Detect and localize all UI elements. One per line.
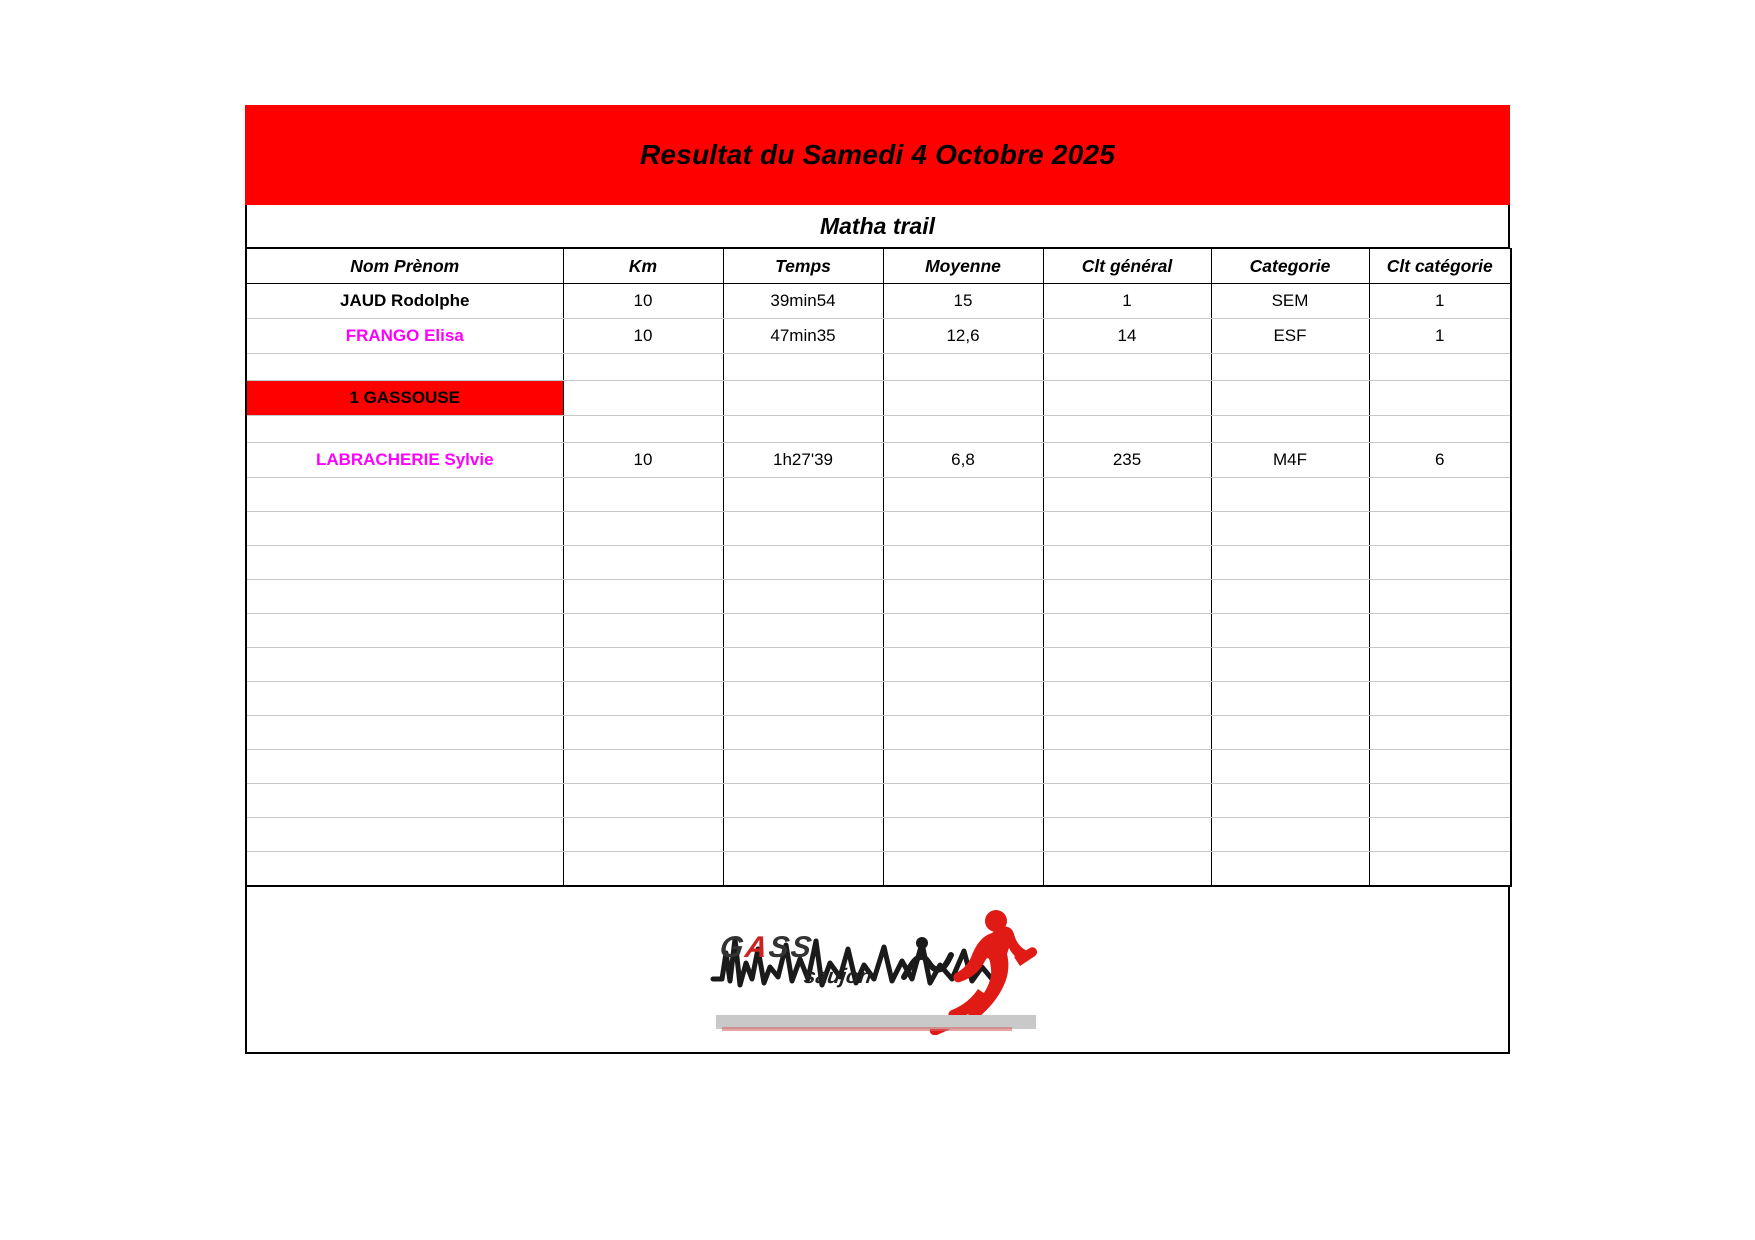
table-row	[246, 443, 1511, 478]
cell-km	[563, 614, 723, 648]
table-row	[246, 416, 1511, 443]
group-label-gassouse: 1 GASSOUSE	[246, 381, 563, 416]
cell-clt-general	[1043, 784, 1211, 818]
cell-nom	[246, 354, 563, 381]
table-row	[246, 614, 1511, 648]
cell-moyenne	[883, 614, 1043, 648]
cell-clt-categorie: 1	[1369, 284, 1511, 319]
cell-categorie	[1211, 716, 1369, 750]
cell-moyenne	[883, 512, 1043, 546]
cell-km	[563, 750, 723, 784]
table-row	[246, 852, 1511, 887]
cell-nom	[246, 648, 563, 682]
cell-temps	[723, 716, 883, 750]
cell-clt-categorie	[1369, 682, 1511, 716]
footer-logo-area	[245, 887, 1510, 1054]
table-row	[246, 580, 1511, 614]
cell-clt-categorie	[1369, 614, 1511, 648]
cell-nom	[246, 478, 563, 512]
table-row	[246, 716, 1511, 750]
cell-temps	[723, 750, 883, 784]
cell-nom	[246, 852, 563, 887]
cell-temps	[723, 580, 883, 614]
cell-clt-general: 1	[1043, 284, 1211, 319]
cell-categorie: ESF	[1211, 319, 1369, 354]
cell-km	[563, 416, 723, 443]
cell-km: 10	[563, 319, 723, 354]
cell-categorie	[1211, 682, 1369, 716]
cell-clt-general	[1043, 478, 1211, 512]
cell-categorie: M4F	[1211, 443, 1369, 478]
cell-moyenne	[883, 682, 1043, 716]
table-row	[246, 750, 1511, 784]
cell-moyenne	[883, 416, 1043, 443]
cell-clt-general	[1043, 750, 1211, 784]
cell-temps	[723, 512, 883, 546]
cell-km	[563, 354, 723, 381]
cell-moyenne	[883, 784, 1043, 818]
logo-base-bar-accent	[722, 1027, 1012, 1031]
cell-clt-categorie	[1369, 416, 1511, 443]
event-name-row	[245, 205, 1510, 248]
cell-clt-general	[1043, 716, 1211, 750]
table-row	[246, 546, 1511, 580]
column-header-km: Km	[563, 249, 723, 284]
cell-moyenne	[883, 818, 1043, 852]
cell-clt-categorie	[1369, 852, 1511, 887]
cell-nom	[246, 512, 563, 546]
cell-categorie	[1211, 512, 1369, 546]
cell-clt-general	[1043, 381, 1211, 416]
cell-km	[563, 716, 723, 750]
cell-clt-categorie	[1369, 546, 1511, 580]
cell-clt-categorie	[1369, 580, 1511, 614]
cell-km: 10	[563, 284, 723, 319]
cell-clt-categorie	[1369, 354, 1511, 381]
cell-km	[563, 381, 723, 416]
cell-nom	[246, 614, 563, 648]
table-row	[246, 478, 1511, 512]
page-title: Resultat du Samedi 4 Octobre 2025	[640, 139, 1115, 170]
cell-clt-general	[1043, 614, 1211, 648]
cell-moyenne	[883, 381, 1043, 416]
cell-categorie	[1211, 750, 1369, 784]
cell-nom: FRANGO Elisa	[246, 319, 563, 354]
cell-categorie	[1211, 818, 1369, 852]
cell-temps	[723, 478, 883, 512]
cell-moyenne	[883, 478, 1043, 512]
logo-club-city: saujon	[801, 965, 873, 988]
cell-km	[563, 648, 723, 682]
event-name: Matha trail	[819, 212, 936, 239]
table-row	[246, 284, 1511, 319]
cell-clt-categorie: 6	[1369, 443, 1511, 478]
cell-temps	[723, 354, 883, 381]
result-sheet	[245, 105, 1510, 1054]
cell-clt-categorie	[1369, 478, 1511, 512]
cell-clt-general	[1043, 354, 1211, 381]
cell-categorie	[1211, 614, 1369, 648]
cell-clt-categorie	[1369, 648, 1511, 682]
cell-categorie	[1211, 416, 1369, 443]
cell-clt-categorie: 1	[1369, 319, 1511, 354]
cell-km	[563, 478, 723, 512]
logo-club-name	[717, 931, 815, 965]
cell-moyenne: 12,6	[883, 319, 1043, 354]
cell-temps	[723, 546, 883, 580]
cell-categorie	[1211, 546, 1369, 580]
cell-categorie	[1211, 580, 1369, 614]
cell-nom	[246, 750, 563, 784]
cell-nom	[246, 716, 563, 750]
column-header-clt-categorie: Clt catégorie	[1369, 249, 1511, 284]
cell-clt-general	[1043, 818, 1211, 852]
cell-clt-categorie	[1369, 818, 1511, 852]
cell-nom	[246, 682, 563, 716]
cell-temps	[723, 381, 883, 416]
cell-temps: 47min35	[723, 319, 883, 354]
cell-nom: JAUD Rodolphe	[246, 284, 563, 319]
cell-nom	[246, 818, 563, 852]
table-header-row	[246, 249, 1511, 284]
cell-km	[563, 580, 723, 614]
cell-clt-categorie	[1369, 750, 1511, 784]
column-header-categorie: Categorie	[1211, 249, 1369, 284]
cell-temps: 39min54	[723, 284, 883, 319]
cell-categorie	[1211, 478, 1369, 512]
cell-clt-categorie	[1369, 381, 1511, 416]
cell-nom	[246, 580, 563, 614]
cell-moyenne	[883, 716, 1043, 750]
cell-temps	[723, 648, 883, 682]
cell-clt-general	[1043, 682, 1211, 716]
logo-club-name-text: GASS	[717, 931, 815, 964]
cell-km	[563, 682, 723, 716]
cell-moyenne	[883, 648, 1043, 682]
cell-km	[563, 512, 723, 546]
cell-clt-general	[1043, 512, 1211, 546]
column-header-clt-general: Clt général	[1043, 249, 1211, 284]
cell-categorie	[1211, 648, 1369, 682]
cell-clt-general: 14	[1043, 319, 1211, 354]
column-header-nom: Nom Prènom	[246, 249, 563, 284]
cell-km	[563, 818, 723, 852]
cell-categorie	[1211, 354, 1369, 381]
table-row	[246, 354, 1511, 381]
cell-temps	[723, 682, 883, 716]
cell-moyenne	[883, 546, 1043, 580]
cell-temps	[723, 614, 883, 648]
cell-moyenne: 15	[883, 284, 1043, 319]
cell-nom: LABRACHERIE Sylvie	[246, 443, 563, 478]
column-header-temps: Temps	[723, 249, 883, 284]
cell-clt-general	[1043, 648, 1211, 682]
cell-km	[563, 546, 723, 580]
cell-categorie	[1211, 381, 1369, 416]
cell-moyenne	[883, 750, 1043, 784]
cell-categorie	[1211, 852, 1369, 887]
table-row	[246, 818, 1511, 852]
cell-categorie	[1211, 784, 1369, 818]
cell-nom	[246, 546, 563, 580]
cell-temps	[723, 852, 883, 887]
cell-temps	[723, 416, 883, 443]
cell-moyenne	[883, 580, 1043, 614]
cell-km: 10	[563, 443, 723, 478]
cell-moyenne: 6,8	[883, 443, 1043, 478]
table-row	[246, 319, 1511, 354]
cell-categorie: SEM	[1211, 284, 1369, 319]
cell-km	[563, 784, 723, 818]
table-row-group-header	[246, 381, 1511, 416]
results-table	[245, 248, 1512, 887]
table-row	[246, 512, 1511, 546]
cell-nom	[246, 784, 563, 818]
cell-clt-general	[1043, 852, 1211, 887]
club-logo	[708, 905, 1048, 1035]
table-row	[246, 784, 1511, 818]
cell-nom	[246, 416, 563, 443]
table-row	[246, 648, 1511, 682]
cell-moyenne	[883, 852, 1043, 887]
title-banner	[245, 105, 1510, 205]
cell-clt-categorie	[1369, 716, 1511, 750]
cell-clt-general	[1043, 416, 1211, 443]
table-row	[246, 682, 1511, 716]
cell-clt-categorie	[1369, 512, 1511, 546]
cell-clt-general: 235	[1043, 443, 1211, 478]
cell-clt-general	[1043, 580, 1211, 614]
cell-km	[563, 852, 723, 887]
cell-temps: 1h27'39	[723, 443, 883, 478]
cell-temps	[723, 818, 883, 852]
cell-moyenne	[883, 354, 1043, 381]
cell-temps	[723, 784, 883, 818]
cell-clt-general	[1043, 546, 1211, 580]
column-header-moyenne: Moyenne	[883, 249, 1043, 284]
cell-clt-categorie	[1369, 784, 1511, 818]
